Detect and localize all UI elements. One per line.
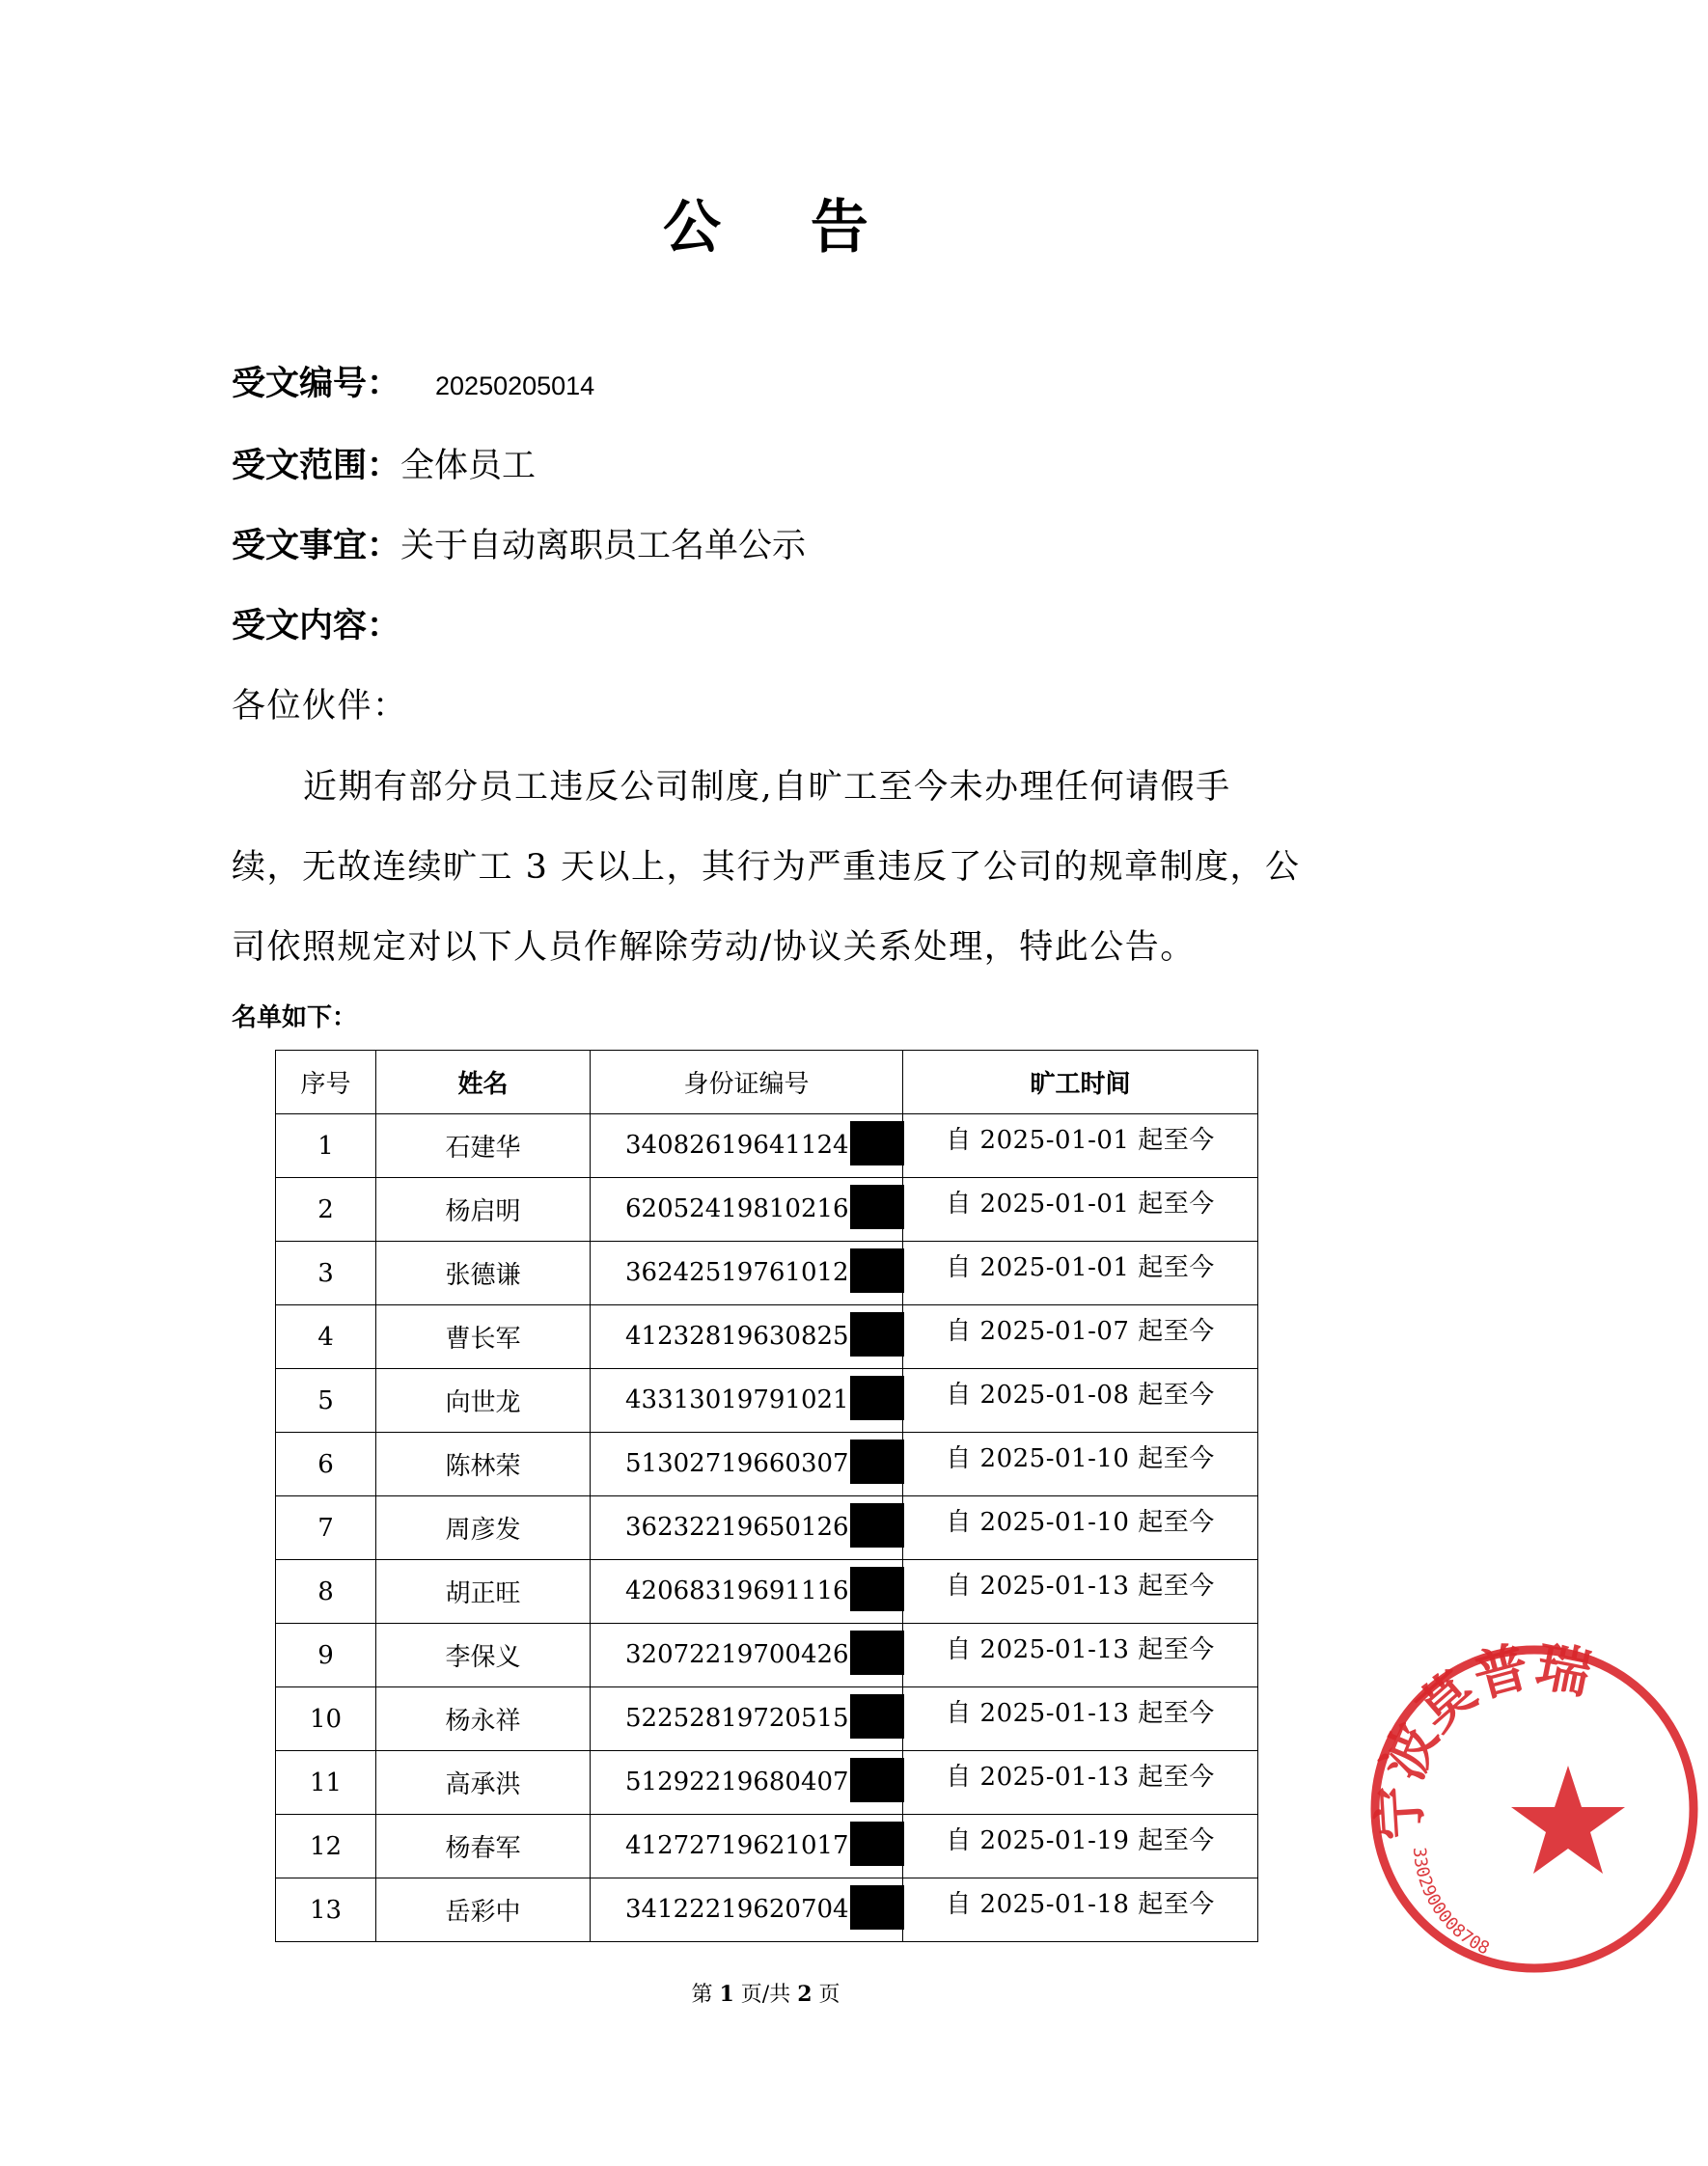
row-date-text: 自 2025-01-13 起至今 bbox=[946, 1635, 1215, 1664]
table-row bbox=[276, 1242, 1258, 1305]
redaction-block bbox=[850, 1121, 904, 1165]
subject-value: 关于自动离职员工名单公示 bbox=[400, 527, 807, 565]
row-date bbox=[903, 1687, 1258, 1751]
subject-label: 受文事宜： bbox=[232, 526, 401, 565]
doc-number-label: 受文编号： bbox=[232, 364, 401, 403]
row-date-text: 自 2025-01-10 起至今 bbox=[946, 1508, 1215, 1537]
redaction-block bbox=[850, 1312, 904, 1357]
row-number: 11 bbox=[276, 1751, 376, 1815]
redaction-block bbox=[850, 1503, 904, 1548]
row-number: 13 bbox=[276, 1878, 376, 1942]
row-id-cell bbox=[591, 1433, 903, 1496]
row-id-number: 42068319691116 bbox=[625, 1576, 849, 1605]
col-header-no: 序号 bbox=[276, 1051, 376, 1114]
row-number: 3 bbox=[276, 1242, 376, 1305]
row-name: 杨春军 bbox=[376, 1815, 591, 1878]
row-number: 8 bbox=[276, 1560, 376, 1624]
scope-value: 全体员工 bbox=[400, 447, 537, 485]
row-date-text: 自 2025-01-01 起至今 bbox=[946, 1253, 1215, 1282]
col-header-id: 身份证编号 bbox=[591, 1051, 903, 1114]
content-label: 受文内容： bbox=[232, 606, 401, 645]
col-header-name: 姓名 bbox=[376, 1051, 591, 1114]
content-line bbox=[232, 602, 400, 650]
row-id-number: 34122219620704 bbox=[625, 1894, 849, 1924]
row-date bbox=[903, 1751, 1258, 1815]
redaction-block bbox=[850, 1376, 904, 1420]
redaction-block bbox=[850, 1885, 904, 1930]
row-date-text: 自 2025-01-08 起至今 bbox=[946, 1381, 1215, 1410]
row-name: 岳彩中 bbox=[376, 1878, 591, 1942]
row-date-text: 自 2025-01-19 起至今 bbox=[946, 1826, 1215, 1855]
row-id-cell bbox=[591, 1242, 903, 1305]
scope-label: 受文范围： bbox=[232, 446, 401, 485]
row-id-number: 62052419810216 bbox=[625, 1193, 849, 1223]
footer-page-number: 1 bbox=[719, 1982, 734, 2007]
row-name: 石建华 bbox=[376, 1114, 591, 1178]
row-id-number: 34082619641124 bbox=[625, 1130, 849, 1160]
row-id-cell bbox=[591, 1878, 903, 1942]
row-date bbox=[903, 1560, 1258, 1624]
row-date bbox=[903, 1878, 1258, 1942]
seal-text: 宁波莫普瑞 bbox=[1366, 1635, 1597, 1842]
page-footer bbox=[0, 1980, 1531, 2010]
redaction-block bbox=[850, 1248, 904, 1293]
redaction-block bbox=[850, 1439, 904, 1484]
row-id-number: 36232219650126 bbox=[625, 1512, 849, 1542]
table-row bbox=[276, 1560, 1258, 1624]
subject-line bbox=[232, 522, 806, 570]
row-id-number: 32072219700426 bbox=[625, 1639, 849, 1669]
table-row bbox=[276, 1687, 1258, 1751]
row-id-number: 41272719621017 bbox=[625, 1830, 849, 1860]
row-id-cell bbox=[591, 1114, 903, 1178]
table-row bbox=[276, 1114, 1258, 1178]
doc-number-value: 20250205014 bbox=[435, 371, 595, 400]
row-id-cell bbox=[591, 1178, 903, 1242]
table-row bbox=[276, 1878, 1258, 1942]
redaction-block bbox=[850, 1185, 904, 1229]
row-id-number: 36242519761012 bbox=[625, 1257, 849, 1287]
row-id-cell bbox=[591, 1751, 903, 1815]
row-date bbox=[903, 1114, 1258, 1178]
redaction-block bbox=[850, 1758, 904, 1802]
footer-total-pages: 2 bbox=[797, 1982, 813, 2007]
greeting: 各位伙伴： bbox=[232, 687, 408, 726]
row-id-number: 43313019791021 bbox=[625, 1385, 849, 1414]
row-id-cell bbox=[591, 1560, 903, 1624]
row-number: 4 bbox=[276, 1305, 376, 1369]
row-id-number: 51302719660307 bbox=[625, 1448, 849, 1478]
row-date bbox=[903, 1242, 1258, 1305]
redaction-block bbox=[850, 1822, 904, 1866]
table-row bbox=[276, 1751, 1258, 1815]
row-name: 高承洪 bbox=[376, 1751, 591, 1815]
row-name: 胡正旺 bbox=[376, 1560, 591, 1624]
row-date-text: 自 2025-01-10 起至今 bbox=[946, 1444, 1215, 1473]
row-date-text: 自 2025-01-13 起至今 bbox=[946, 1699, 1215, 1728]
row-id-number: 52252819720515 bbox=[625, 1703, 849, 1733]
row-name: 杨永祥 bbox=[376, 1687, 591, 1751]
row-number: 12 bbox=[276, 1815, 376, 1878]
body-line-1: 近期有部分员工违反公司制度,自旷工至今未办理任何请假手 bbox=[303, 768, 1231, 807]
table-row bbox=[276, 1178, 1258, 1242]
body-line-2: 续，无故连续旷工 3 天以上，其行为严重违反了公司的规章制度，公 bbox=[232, 848, 1301, 887]
doc-number-line bbox=[232, 360, 594, 410]
row-name: 向世龙 bbox=[376, 1369, 591, 1433]
table-row bbox=[276, 1815, 1258, 1878]
row-date-text: 自 2025-01-13 起至今 bbox=[946, 1763, 1215, 1792]
row-id-number: 41232819630825 bbox=[625, 1321, 849, 1351]
table-header-row bbox=[276, 1051, 1258, 1114]
row-date bbox=[903, 1305, 1258, 1369]
col-header-date: 旷工时间 bbox=[903, 1051, 1258, 1114]
page-title: 公 告 bbox=[663, 194, 903, 261]
row-number: 9 bbox=[276, 1624, 376, 1687]
row-number: 5 bbox=[276, 1369, 376, 1433]
row-name: 周彦发 bbox=[376, 1496, 591, 1560]
body-line-3: 司依照规定对以下人员作解除劳动/协议关系处理，特此公告。 bbox=[232, 928, 1196, 967]
row-date bbox=[903, 1624, 1258, 1687]
row-id-number: 51292219680407 bbox=[625, 1767, 849, 1796]
row-date bbox=[903, 1433, 1258, 1496]
row-id-cell bbox=[591, 1624, 903, 1687]
table-row bbox=[276, 1496, 1258, 1560]
company-seal bbox=[1361, 1635, 1708, 1983]
table-row bbox=[276, 1624, 1258, 1687]
row-date-text: 自 2025-01-07 起至今 bbox=[946, 1317, 1215, 1346]
redaction-block bbox=[850, 1694, 904, 1739]
row-id-cell bbox=[591, 1369, 903, 1433]
row-name: 张德谦 bbox=[376, 1242, 591, 1305]
footer-suffix: 页 bbox=[818, 1983, 840, 2007]
seal-number: 3302900008708 bbox=[1408, 1846, 1493, 1960]
row-number: 6 bbox=[276, 1433, 376, 1496]
footer-prefix: 第 bbox=[691, 1983, 713, 2007]
footer-mid: 页/共 bbox=[740, 1983, 791, 2007]
row-number: 1 bbox=[276, 1114, 376, 1178]
row-id-cell bbox=[591, 1305, 903, 1369]
seal-star-icon bbox=[1511, 1766, 1625, 1874]
redaction-block bbox=[850, 1567, 904, 1611]
row-date bbox=[903, 1178, 1258, 1242]
row-id-cell bbox=[591, 1496, 903, 1560]
row-date-text: 自 2025-01-01 起至今 bbox=[946, 1126, 1215, 1155]
row-number: 7 bbox=[276, 1496, 376, 1560]
row-id-cell bbox=[591, 1815, 903, 1878]
row-date-text: 自 2025-01-01 起至今 bbox=[946, 1190, 1215, 1219]
row-date-text: 自 2025-01-13 起至今 bbox=[946, 1572, 1215, 1601]
row-date bbox=[903, 1496, 1258, 1560]
table-row bbox=[276, 1433, 1258, 1496]
row-date bbox=[903, 1815, 1258, 1878]
scope-line bbox=[232, 442, 536, 490]
employee-table bbox=[275, 1050, 1258, 1942]
row-date bbox=[903, 1369, 1258, 1433]
list-label: 名单如下： bbox=[232, 1003, 358, 1032]
row-name: 曹长军 bbox=[376, 1305, 591, 1369]
row-name: 杨启明 bbox=[376, 1178, 591, 1242]
row-number: 2 bbox=[276, 1178, 376, 1242]
redaction-block bbox=[850, 1631, 904, 1675]
row-number: 10 bbox=[276, 1687, 376, 1751]
row-name: 李保义 bbox=[376, 1624, 591, 1687]
row-id-cell bbox=[591, 1687, 903, 1751]
row-date-text: 自 2025-01-18 起至今 bbox=[946, 1890, 1215, 1919]
row-name: 陈林荣 bbox=[376, 1433, 591, 1496]
table-row bbox=[276, 1305, 1258, 1369]
table-row bbox=[276, 1369, 1258, 1433]
